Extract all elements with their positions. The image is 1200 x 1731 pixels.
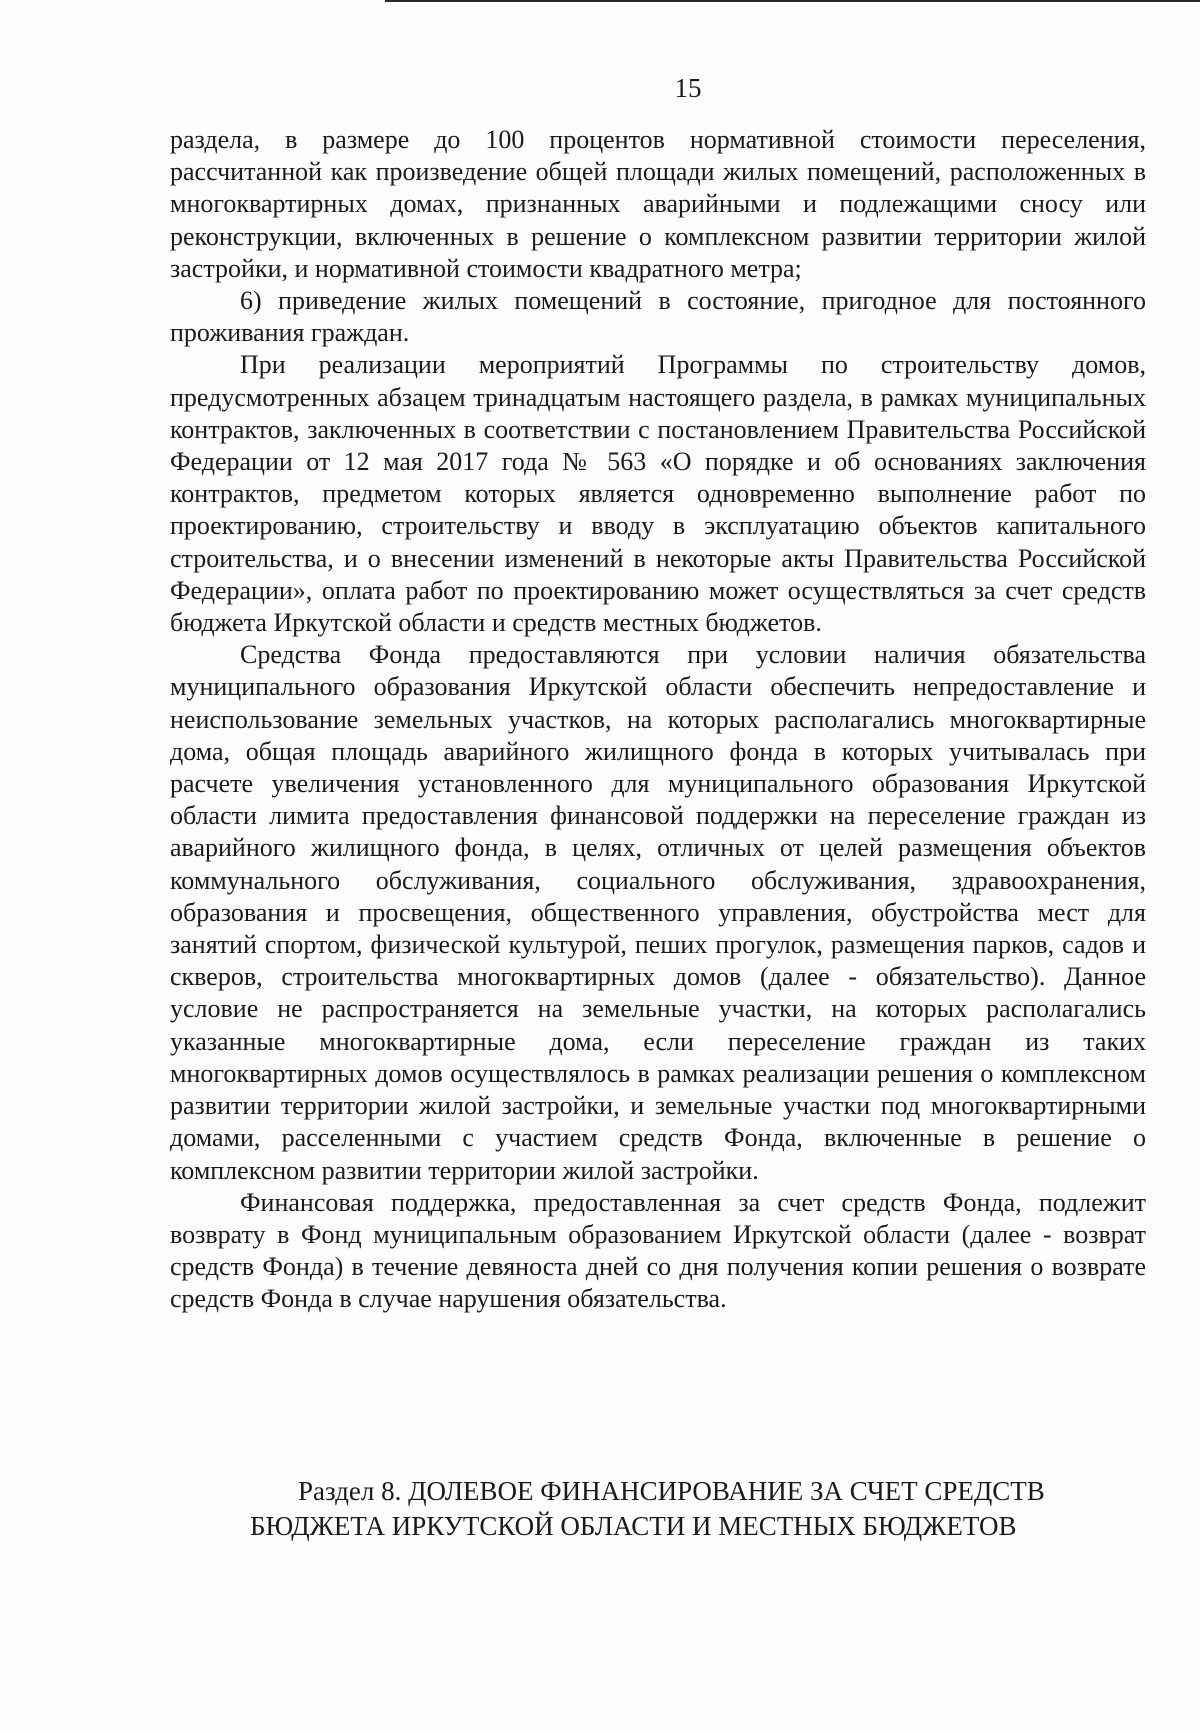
paragraph-continuation: раздела, в размере до 100 процентов нормативной стоимости переселения, рассчитанной как произведение общей площади жилых помещений, расположенных в многоквартирных домах, признанных аварийными и подлежащими сносу или реконструкции, включенных в решение о комплексном развитии территории жилой застройки, и нормативной стоимости квадратного метра; bbox=[170, 125, 1146, 283]
section-heading-line-1: Раздел 8. ДОЛЕВОЕ ФИНАНСИРОВАНИЕ ЗА СЧЕТ СРЕДСТВ bbox=[298, 1476, 1045, 1506]
paragraph-fund-return: Финансовая поддержка, предоставленная за счет средств Фонда, подлежит возврату в Фонд муниципальным образованием Иркутской области (далее - возврат средств Фонда) в течение девяноста дней со дня получения копии решения о возврате средств Фонда в случае нарушения обязательства. bbox=[170, 1187, 1146, 1314]
top-border-line bbox=[385, 0, 1200, 2]
document-body bbox=[170, 124, 1146, 1316]
paragraph-fund-obligation: Средства Фонда предоставляются при условии наличия обязательства муниципального образования Иркутской области обеспечить непредоставление и неиспользование земельных участков, на которых располагались многоквартирные дома, общая площадь аварийного жилищного фонда в которых учитывалась при расчете увеличения установленного для муниципального образования Иркутской области лимита предоставления финансовой поддержки на переселение граждан из аварийного жилищного фонда, в целях, отличных от целей размещения объектов коммунального обслуживания, социального обслуживания, здравоохранения, образования и просвещения, общественного управления, обустройства мест для занятий спортом, физической культурой, пеших прогулок, размещения парков, садов и скверов, строительства многоквартирных домов (далее - обязательство). Данное условие не распространяется на земельные участки, на которых располагались указанные многоквартирные дома, если переселение граждан из таких многоквартирных домов осуществлялось в рамках реализации решения о комплексном развитии территории жилой застройки, и земельные участки под многоквартирными домами, расселенными с участием средств Фонда, включенные в решение о комплексном развитии территории жилой застройки. bbox=[170, 640, 1146, 1185]
section-heading bbox=[170, 1474, 1146, 1544]
paragraph-construction-contracts: При реализации мероприятий Программы по строительству домов, предусмотренных абзацем тринадцатым настоящего раздела, в рамках муниципальных контрактов, заключенных в соответствии с постановлением Правительства Российской Федерации от 12 мая 2017 года № 563 «О порядке и об основаниях заключения контрактов, предметом которых является одновременно выполнение работ по проектированию, строительству и вводу в эксплуатацию объектов капитального строительства, и о внесении изменений в некоторые акты Правительства Российской Федерации», оплата работ по проектированию может осуществляться за счет средств бюджета Иркутской области и средств местных бюджетов. bbox=[170, 350, 1146, 638]
page-number: 15 bbox=[674, 73, 702, 103]
section-heading-line-2: БЮДЖЕТА ИРКУТСКОЙ ОБЛАСТИ И МЕСТНЫХ БЮДЖЕТОВ bbox=[250, 1511, 1017, 1541]
paragraph-item-6: 6) приведение жилых помещений в состояние, пригодное для постоянного проживания граждан. bbox=[170, 286, 1146, 348]
